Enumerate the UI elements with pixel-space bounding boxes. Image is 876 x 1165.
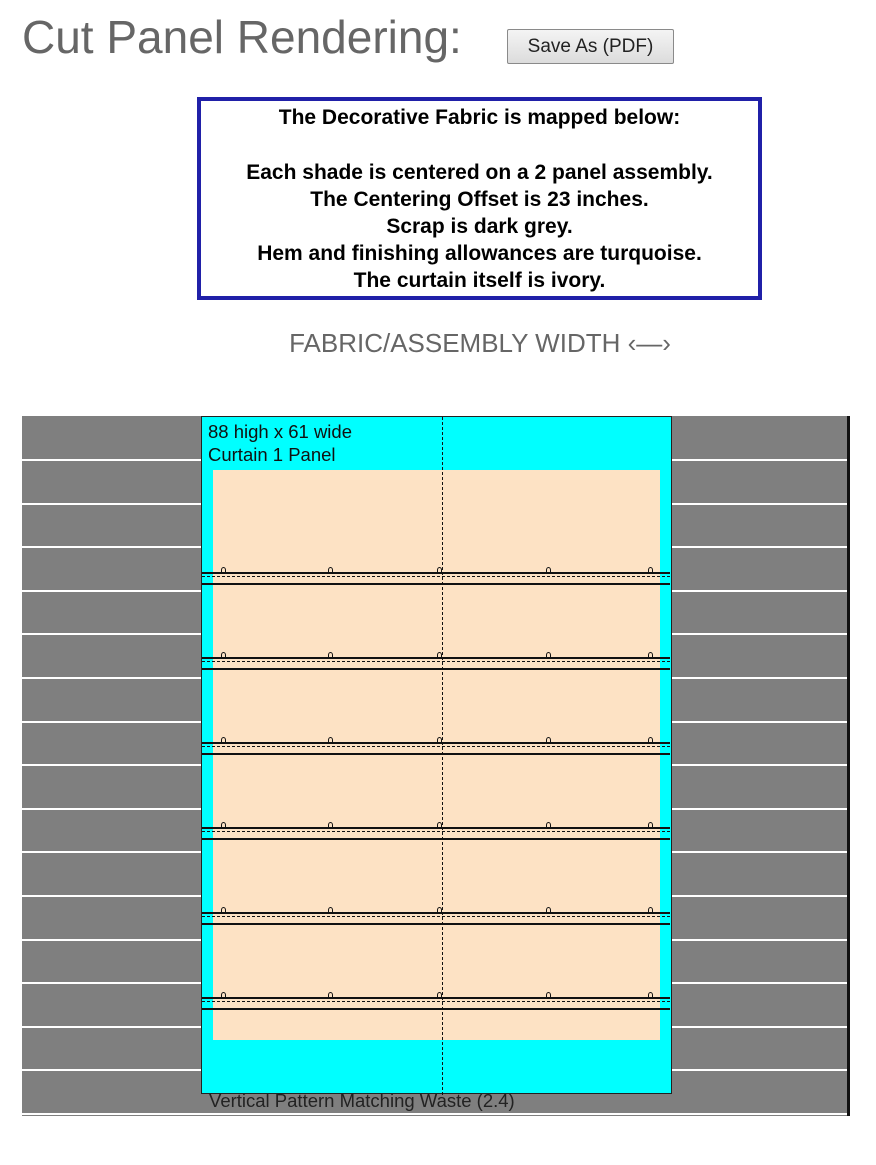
legend-line-centering: Each shade is centered on a 2 panel assembly. [246, 161, 713, 184]
panel-name: Curtain 1 Panel [208, 444, 336, 465]
ring-icon [437, 567, 442, 573]
legend-heading: The Decorative Fabric is mapped below: [278, 106, 681, 129]
ring-icon [546, 567, 551, 573]
ring-icon [437, 907, 442, 913]
ring-icon [221, 907, 226, 913]
ring-icon [546, 907, 551, 913]
ring-icon [648, 737, 653, 743]
ring-icon [328, 992, 333, 998]
ring-icon [328, 737, 333, 743]
pattern-waste-label: Vertical Pattern Matching Waste (2.4) [209, 1090, 515, 1111]
ring-icon [437, 652, 442, 658]
ring-icon [648, 992, 653, 998]
seam-line [202, 583, 670, 585]
seam-line [202, 742, 670, 744]
curtain-area [213, 470, 660, 1040]
ring-icon [648, 822, 653, 828]
ring-icon [328, 652, 333, 658]
seam-fold-line [202, 831, 670, 832]
fabric-width-axis-label: FABRIC/ASSEMBLY WIDTH ‹—› [289, 328, 671, 358]
ring-icon [221, 652, 226, 658]
seam-line [202, 657, 670, 659]
save-as-pdf-button[interactable]: Save As (PDF) [507, 29, 674, 64]
seam-line [202, 753, 670, 755]
panel-seam [202, 657, 670, 669]
panel-seam [202, 997, 670, 1009]
panel-dimensions: 88 high x 61 wide [208, 421, 352, 442]
ring-icon [328, 907, 333, 913]
legend-line-scrap: Scrap is dark grey. [386, 215, 573, 238]
page-title: Cut Panel Rendering: [22, 11, 462, 63]
ring-icon [221, 737, 226, 743]
seam-fold-line [202, 661, 670, 662]
ring-icon [546, 822, 551, 828]
ring-icon [437, 737, 442, 743]
fabric-stripe [22, 1113, 847, 1115]
ring-icon [546, 652, 551, 658]
seam-fold-line [202, 916, 670, 917]
cut-panel [201, 416, 672, 1094]
assembly-center-line [442, 417, 443, 1095]
legend-box [197, 97, 762, 300]
seam-line [202, 827, 670, 829]
ring-icon [328, 567, 333, 573]
ring-icon [221, 992, 226, 998]
legend-line-curtain: The curtain itself is ivory. [353, 269, 606, 292]
seam-fold-line [202, 576, 670, 577]
seam-line [202, 572, 670, 574]
seam-line [202, 912, 670, 914]
ring-icon [546, 737, 551, 743]
panel-seam [202, 827, 670, 839]
ring-icon [328, 822, 333, 828]
legend-line-offset: The Centering Offset is 23 inches. [310, 188, 649, 211]
ring-icon [221, 567, 226, 573]
ring-icon [221, 822, 226, 828]
legend-line-allowance: Hem and finishing allowances are turquoise. [257, 242, 702, 265]
panel-seam [202, 572, 670, 584]
seam-line [202, 838, 670, 840]
ring-icon [546, 992, 551, 998]
panel-seam [202, 912, 670, 924]
panel-seam [202, 742, 670, 754]
ring-icon [648, 567, 653, 573]
seam-line [202, 668, 670, 670]
seam-line [202, 1008, 670, 1010]
ring-icon [648, 652, 653, 658]
seam-fold-line [202, 746, 670, 747]
ring-icon [648, 907, 653, 913]
seam-line [202, 997, 670, 999]
ring-icon [437, 822, 442, 828]
seam-line [202, 923, 670, 925]
seam-fold-line [202, 1001, 670, 1002]
ring-icon [437, 992, 442, 998]
fabric-right-edge [847, 416, 850, 1116]
fabric-map [22, 416, 850, 1116]
